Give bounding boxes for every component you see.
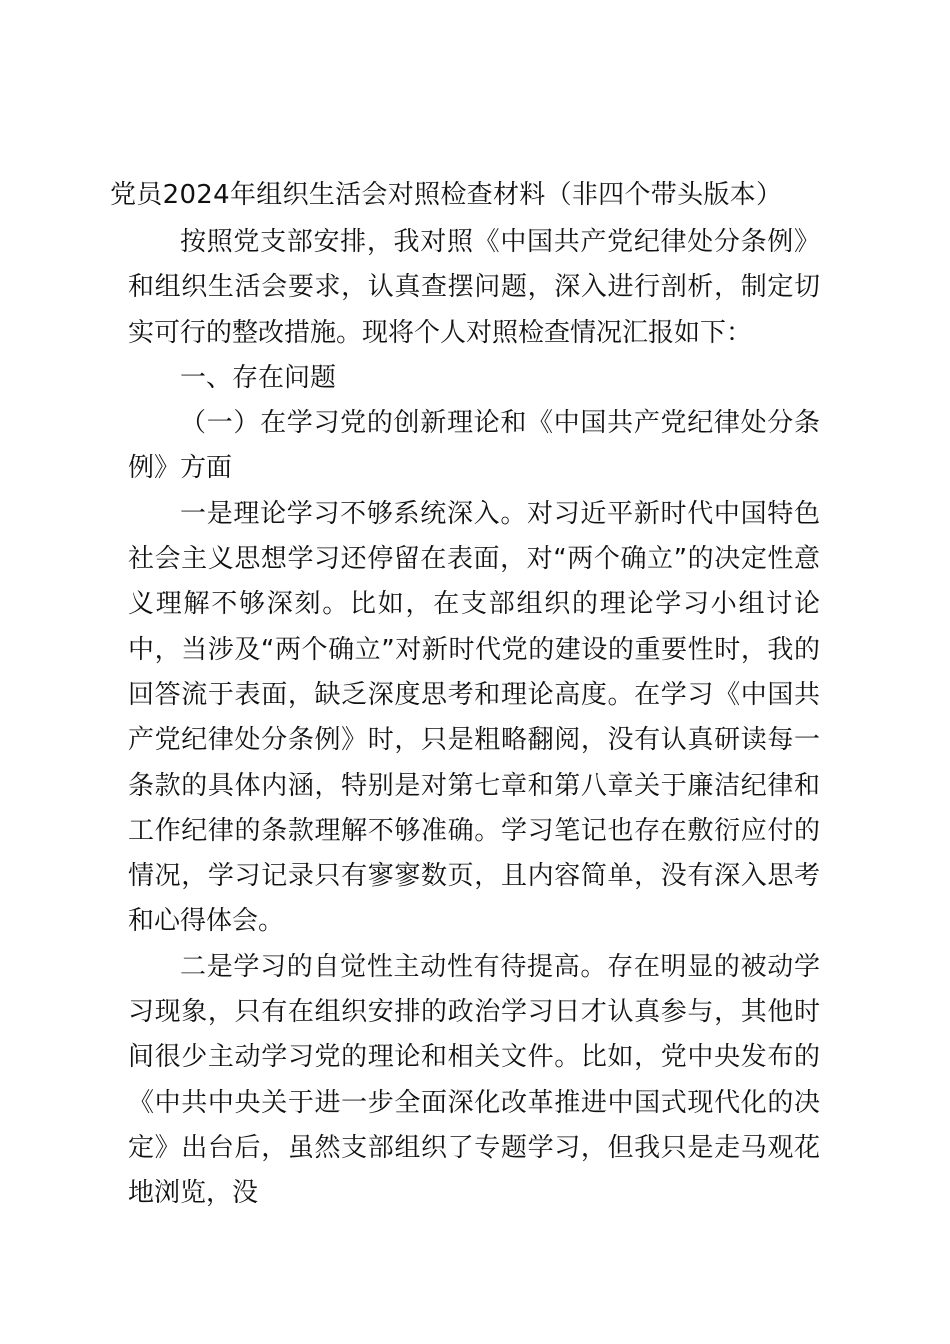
document-body [128,220,820,1217]
subsection-heading: （一）在学习党的创新理论和《中国共产党纪律处分条例》方面 [128,408,820,484]
paragraph-point-two: 二是学习的自觉性主动性有待提高。存在明显的被动学习现象，只有在组织安排的政治学习日才认真参与，其他时间很少主动学习党的理论和相关文件。比如，党中央发布的《中共中央关于进一步全面深化改革推进中国式现代化的决定》出台后，虽然支部组织了专题学习，但我只是走马观花地浏览，没 [128,951,820,1209]
section-heading: 一、存在问题 [180,362,337,393]
document-title: 党员2024年组织生活会对照检查材料（非四个带头版本） [110,180,783,210]
paragraph-point-one: 一是理论学习不够系统深入。对习近平新时代中国特色社会主义思想学习还停留在表面，对“两个确立”的决定性意义理解不够深刻。比如，在支部组织的理论学习小组讨论中，当涉及“两个确立”对新时代党的建设的重要性时，我的回答流于表面，缺乏深度思考和理论高度。在学习《中国共产党纪律处分条例》时，只是粗略翻阅，没有认真研读每一条款的具体内涵，特别是对第七章和第八章关于廉洁纪律和工作纪律的条款理解不够准确。学习笔记也存在敷衍应付的情况，学习记录只有寥寥数页，且内容简单，没有深入思考和心得体会。 [128,498,820,937]
paragraph-intro: 按照党支部安排，我对照《中国共产党纪律处分条例》和组织生活会要求，认真查摆问题，深入进行剖析，制定切实可行的整改措施。现将个人对照检查情况汇报如下： [128,227,820,348]
